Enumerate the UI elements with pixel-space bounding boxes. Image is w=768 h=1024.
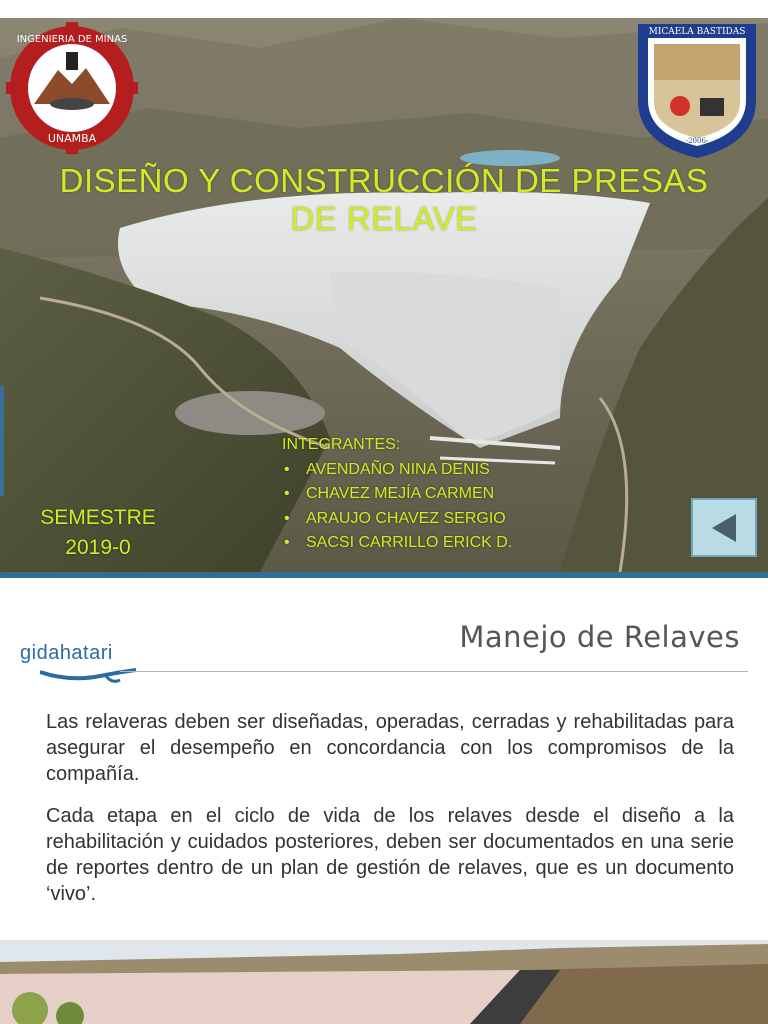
- slide-title-line-2: DE RELAVE: [290, 200, 478, 237]
- brand-logo-text: gidahatari: [20, 642, 113, 664]
- ingenieria-minas-logo: [6, 22, 138, 154]
- triangle-left-icon: [706, 510, 742, 546]
- members-list: [282, 433, 512, 556]
- member-name: SACSI CARRILLO ERICK D.: [306, 534, 513, 551]
- semester-value: 2019-0: [65, 536, 131, 559]
- slide-top-strip: [0, 0, 768, 18]
- bullet-icon: •: [284, 534, 290, 551]
- back-button[interactable]: [691, 498, 757, 557]
- svg-text:INGENIERIA DE MINAS: INGENIERIA DE MINAS: [16, 34, 128, 45]
- slide-title: [0, 162, 768, 238]
- member-item: [282, 458, 512, 483]
- member-item: [282, 507, 512, 532]
- member-name: AVENDAÑO NINA DENIS: [306, 460, 490, 478]
- body-paragraph: Cada etapa en el ciclo de vida de los relaves desde el diseño a la rehabilitación y cuidados posteriores, deben ser documentados en una serie de reportes dentro de un plan de gestión de relaves, que es un documento ‘vivo’.: [46, 805, 734, 905]
- svg-text:-2006-: -2006-: [685, 137, 709, 145]
- members-heading: INTEGRANTES:: [282, 436, 401, 453]
- left-edge-tab: [0, 386, 4, 496]
- member-item: [282, 531, 512, 556]
- body-paragraph: Las relaveras deben ser diseñadas, operadas, cerradas y rehabilitadas para asegurar el desempeño en concordancia con los compromisos de la compañía.: [46, 711, 734, 785]
- bullet-icon: •: [284, 460, 290, 478]
- semester-block: [22, 503, 174, 563]
- bullet-icon: •: [284, 485, 290, 502]
- member-item: [282, 482, 512, 507]
- svg-text:UNAMBA: UNAMBA: [47, 132, 97, 145]
- slide-body: [46, 709, 734, 923]
- member-name: CHAVEZ MEJÍA CARMEN: [306, 485, 495, 502]
- svg-text:MICAELA BASTIDAS: MICAELA BASTIDAS: [648, 27, 746, 37]
- tailings-landscape-photo: [0, 940, 768, 1024]
- title-divider: [120, 671, 748, 672]
- slide-title-line-1: DISEÑO Y CONSTRUCCIÓN DE PRESAS: [59, 162, 709, 199]
- university-seal-logo: [634, 20, 760, 160]
- bullet-icon: •: [284, 509, 290, 527]
- semester-label: SEMESTRE: [40, 506, 156, 529]
- slide-title: Manejo de Relaves: [459, 620, 740, 654]
- member-name: ARAUJO CHAVEZ SERGIO: [306, 509, 506, 527]
- content-slide: [0, 578, 768, 1024]
